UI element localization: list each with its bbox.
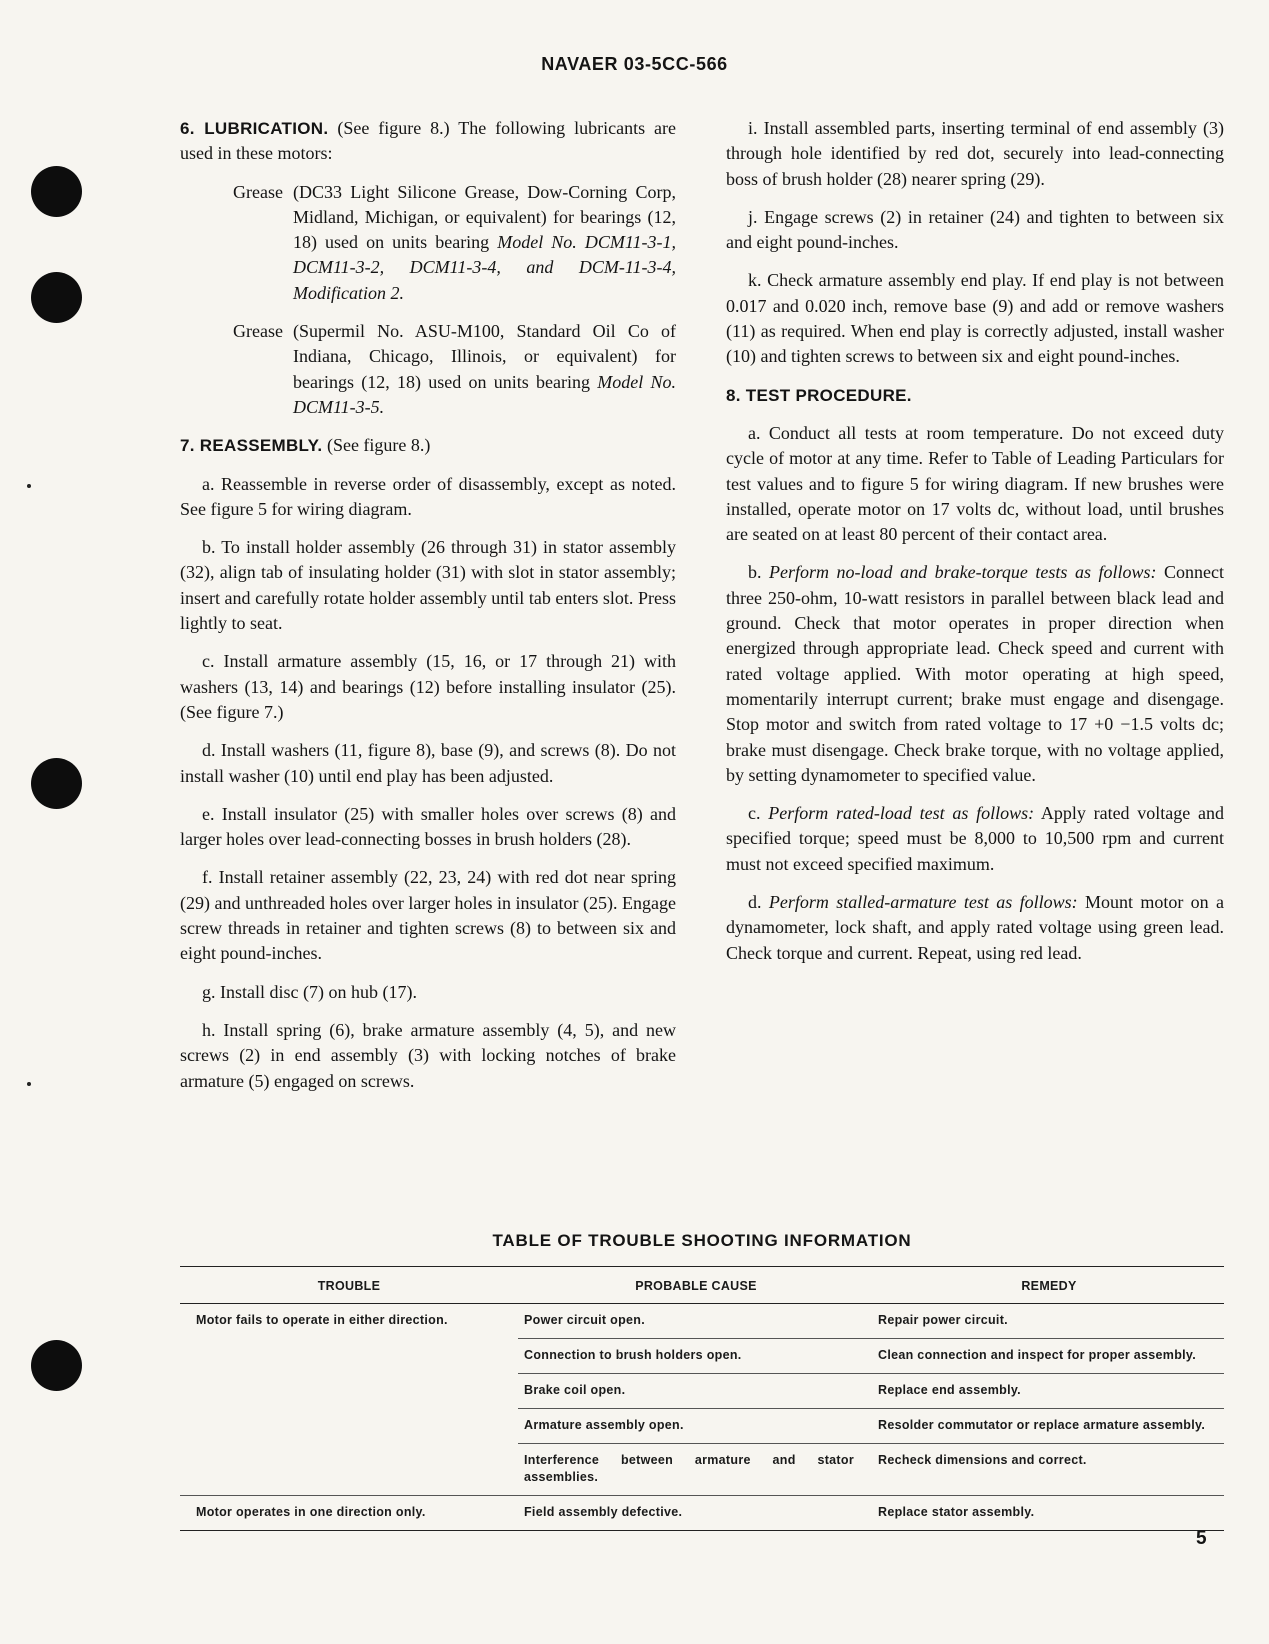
reassembly-step: c. Install armature assembly (15, 16, or 17 through 21) with washers (13, 14) and bearings (12) before installing insulator (25). (See figure 7.) (180, 651, 676, 722)
grease-text: (DC33 Light Silicone Grease, Dow-Corning Corp, Midland, Michigan, or equivalent) for bearings (12, 18) used on units bearing (293, 181, 676, 253)
remedy-cell: Clean connection and inspect for proper assembly. (874, 1339, 1224, 1374)
step-lead-italic: Perform rated-load test as follows: (768, 803, 1035, 824)
test-step-d (726, 890, 1224, 966)
table-row (180, 1304, 1224, 1339)
step-text: Mount motor on a dynamometer, lock shaft, and apply rated voltage using green lead. Check torque and current. Repeat, using red lead. (726, 892, 1225, 963)
remedy-cell: Repair power circuit. (874, 1304, 1224, 1339)
page-header: NAVAER 03-5CC-566 (541, 54, 728, 74)
grease-text: (Supermil No. ASU-M100, Standard Oil Co of Indiana, Chicago, Illinois, or equivalent) for bearings (12, 18) used on units bearing (293, 321, 676, 392)
cause-cell: Power circuit open. (518, 1304, 874, 1339)
reassembly-step: j. Engage screws (2) in retainer (24) and tighten to between six and eight pound-inches. (726, 206, 1224, 253)
header-cause: PROBABLE CAUSE (518, 1267, 874, 1304)
troubleshooting-table (180, 1266, 1224, 1531)
grease-term: Grease (233, 321, 283, 342)
reassembly-step: h. Install spring (6), brake armature assembly (4, 5), and new screws (2) in end assembly (3) with locking notches of brake armature (5) engaged on screws. (180, 1019, 676, 1091)
binder-hole (31, 272, 82, 323)
reassembly-step: k. Check armature assembly end play. If end play is not between 0.017 and 0.020 inch, remove base (9) and add or remove washers (11) as required. When end play is correctly adjusted, install washer (10) and tighten screws to between six and eight pound-inches. (726, 270, 1224, 367)
remedy-cell: Recheck dimensions and correct. (874, 1444, 1224, 1496)
reassembly-step: e. Install insulator (25) with smaller holes over screws (8) and larger holes over lead-connecting bosses in brush holders (28). (180, 803, 676, 850)
step-letter: c. (748, 803, 769, 824)
grease-entry-2 (180, 319, 676, 420)
speck (27, 484, 31, 488)
test-heading-line (726, 383, 1224, 408)
reassembly-step: a. Reassemble in reverse order of disassembly, except as noted. See figure 5 for wiring diagram. (180, 473, 676, 519)
cause-cell: Connection to brush holders open. (518, 1339, 874, 1374)
remedy-cell: Replace stator assembly. (874, 1496, 1224, 1531)
test-step-c (726, 801, 1224, 877)
binder-hole (31, 1340, 82, 1391)
page-number: 5 (1196, 1528, 1207, 1549)
cause-cell: Brake coil open. (518, 1374, 874, 1409)
lubrication-intro (180, 116, 676, 167)
table-header-row (180, 1267, 1224, 1304)
test-step-b (726, 560, 1224, 788)
lubrication-heading: 6. LUBRICATION. (180, 119, 329, 138)
remedy-cell: Resolder commutator or replace armature assembly. (874, 1409, 1224, 1444)
remedy-cell: Replace end assembly. (874, 1374, 1224, 1409)
binder-hole (31, 166, 82, 217)
table-title: TABLE OF TROUBLE SHOOTING INFORMATION (492, 1231, 912, 1250)
trouble-cell: Motor fails to operate in either direction. (180, 1304, 518, 1496)
grease-description (293, 319, 676, 420)
right-column (726, 116, 1224, 979)
reassembly-ref: (See figure 8.) (326, 435, 431, 456)
speck (27, 1082, 31, 1086)
step-lead-italic: Perform stalled-armature test as follows: (768, 892, 1078, 913)
header-remedy: REMEDY (874, 1267, 1224, 1304)
grease-term: Grease (233, 181, 283, 202)
step-lead-italic: Perform no-load and brake-torque tests as follows: (769, 562, 1157, 583)
table-row (180, 1496, 1224, 1531)
reassembly-step: i. Install assembled parts, inserting terminal of end assembly (3) through hole identified by red dot, securely into lead-connecting boss of brush holder (28) nearer spring (29). (726, 118, 1224, 189)
cause-cell: Armature assembly open. (518, 1409, 874, 1444)
step-letter: b. (748, 562, 770, 583)
reassembly-step: g. Install disc (7) on hub (17). (202, 981, 417, 1002)
grease-models: Model No. DCM11-3-1, DCM11-3-2, DCM11-3-4, and DCM-11-3-4, Modification 2. (293, 232, 676, 303)
test-step-a: a. Conduct all tests at room temperature. Do not exceed duty cycle of motor at any time. Refer to Table of Leading Particulars for test values and to figure 5 for wiring diagram. If new brushes were installed, operate motor on 17 volts dc, without load, until brushes are seated on at least 80 percent of their contact area. (726, 422, 1224, 545)
grease-entry-1 (180, 180, 676, 306)
test-procedure-heading: 8. TEST PROCEDURE. (726, 385, 912, 405)
grease-description (293, 180, 676, 306)
left-column (180, 116, 676, 1107)
reassembly-step: d. Install washers (11, figure 8), base (9), and screws (8). Do not install washer (10) until end play has been adjusted. (180, 740, 676, 786)
trouble-cell: Motor operates in one direction only. (180, 1496, 518, 1531)
step-text: Apply rated voltage and specified torque; speed must be 8,000 to 10,500 rpm and current must not exceed specified maximum. (726, 803, 1224, 874)
reassembly-step: f. Install retainer assembly (22, 23, 24) with red dot near spring (29) and unthreaded holes over larger holes in insulator (25). Engage screw threads in retainer and tighten screws (8) to between six and eight pound-inches. (180, 867, 677, 964)
grease-models: Model No. DCM11-3-5. (293, 371, 676, 417)
reassembly-heading-line (180, 433, 676, 458)
binder-hole (31, 758, 82, 809)
step-letter: d. (748, 892, 769, 913)
header-trouble: TROUBLE (180, 1267, 518, 1304)
reassembly-step: b. To install holder assembly (26 through 31) in stator assembly (32), align tab of insulating holder (31) with slot in stator assembly; insert and carefully rotate holder assembly until tab enters slot. Press lightly to seat. (180, 537, 676, 634)
reassembly-heading: 7. REASSEMBLY. (180, 436, 323, 456)
cause-cell: Field assembly defective. (518, 1496, 874, 1531)
step-text: Connect three 250-ohm, 10-watt resistors in parallel between black lead and ground. Check that motor operates in proper direction when energized through appropriate lead. Check speed and current with rated voltage applied. With motor operating at high speed, momentarily interrupt current; brake must engage and disengage. Stop motor and switch from rated voltage to 17 +0 −1.5 volts dc; brake must disengage. Check brake torque, with no voltage applied, by setting dynamometer to specified value. (726, 562, 1224, 785)
cause-cell: Interference between armature and stator assemblies. (518, 1444, 874, 1496)
lubrication-intro-text: (See figure 8.) The following lubricants are used in these motors: (180, 118, 676, 164)
